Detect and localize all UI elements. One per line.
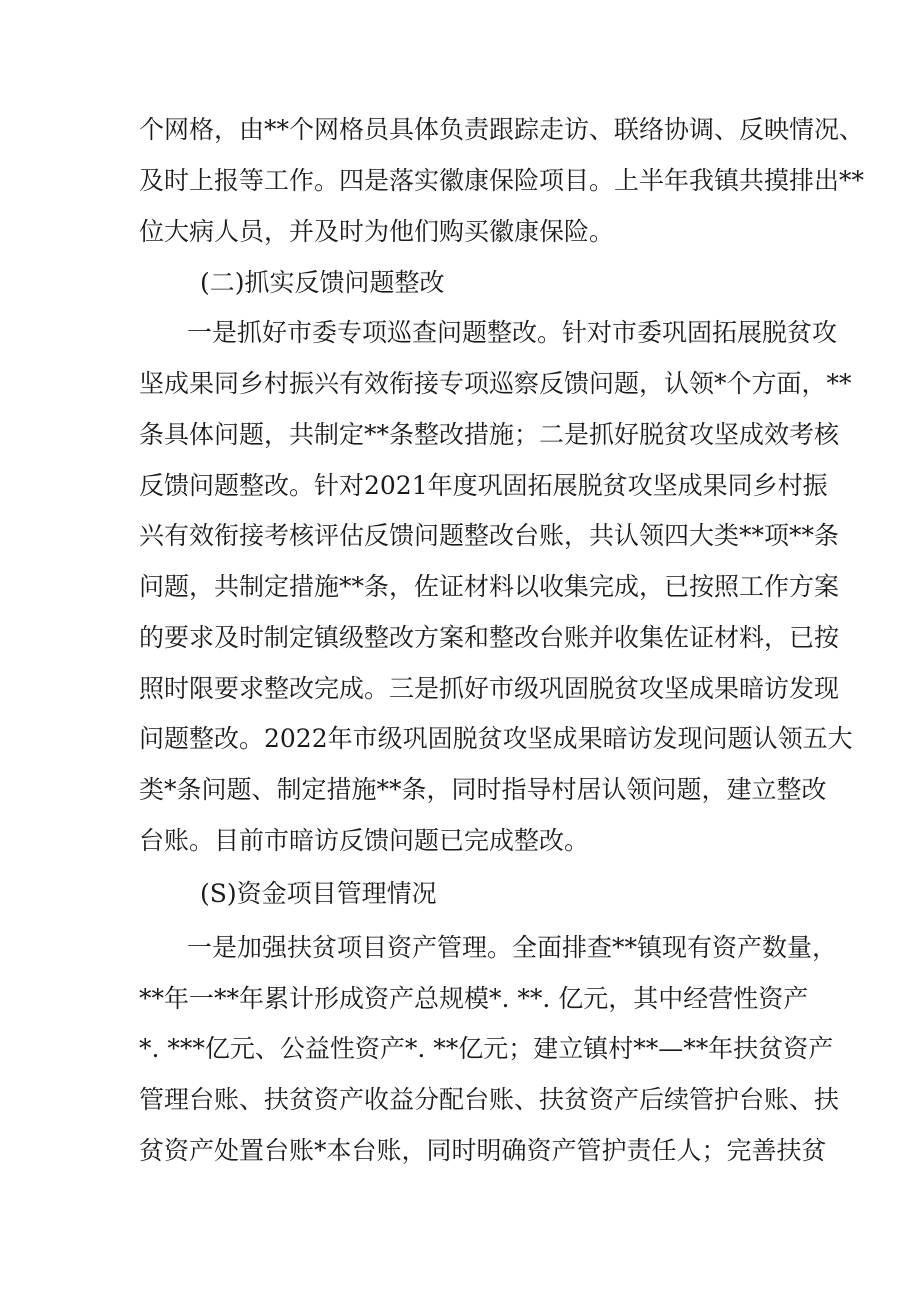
paragraph-line: 及时上报等工作。四是落实徽康保险项目。上半年我镇共摸排出** [139, 166, 865, 195]
paragraph-line: **年一**年累计形成资产总规模*. **. 亿元，其中经营性资产 [139, 984, 809, 1013]
paragraph-line: 一是抓好市委专项巡查问题整改。针对市委巩固拓展脱贫攻 [187, 318, 838, 347]
paragraph-line: 问题整改。2022年市级巩固脱贫攻坚成果暗访发现问题认领五大 [139, 724, 853, 753]
paragraph-line: 管理台账、扶贫资产收益分配台账、扶贫资产后续管护台账、扶 [139, 1085, 840, 1114]
paragraph-line: *. ***亿元、公益性资产*. **亿元；建立镇村**—**年扶贫资产 [139, 1034, 834, 1063]
paragraph-line: 照时限要求整改完成。三是抓好市级巩固脱贫攻坚成果暗访发现 [139, 674, 840, 703]
paragraph-line: 的要求及时制定镇级整改方案和整改台账并收集佐证材料，已按 [139, 623, 840, 652]
paragraph-line: 坚成果同乡村振兴有效衔接专项巡察反馈问题，认领*个方面，** [139, 369, 852, 398]
paragraph-line: 类*条问题、制定措施**条，同时指导村居认领问题，建立整改 [139, 775, 827, 804]
section-heading: (二)抓实反馈问题整改 [200, 268, 445, 297]
paragraph-line: 位大病人员，并及时为他们购买徽康保险。 [139, 217, 615, 246]
paragraph-line: 条具体问题，共制定**条整改措施；二是抓好脱贫攻坚成效考核 [139, 420, 840, 449]
paragraph-line: 个网格，由**个网格员具体负责跟踪走访、联络协调、反映情况、 [139, 115, 865, 144]
paragraph-line: 一是加强扶贫项目资产管理。全面排查**镇现有资产数量， [187, 933, 838, 962]
paragraph-line: 兴有效衔接考核评估反馈问题整改台账，共认领四大类**项**条 [139, 521, 840, 550]
paragraph-line: 贫资产处置台账*本台账，同时明确资产管护责任人；完善扶贫 [139, 1136, 827, 1165]
paragraph-line: 问题，共制定措施**条，佐证材料以收集完成，已按照工作方案 [139, 572, 840, 601]
section-heading: (S)资金项目管理情况 [200, 879, 437, 908]
paragraph-line: 反馈问题整改。针对2021年度巩固拓展脱贫攻坚成果同乡村振 [139, 471, 828, 500]
paragraph-line: 台账。目前市暗访反馈问题已完成整改。 [139, 826, 590, 855]
